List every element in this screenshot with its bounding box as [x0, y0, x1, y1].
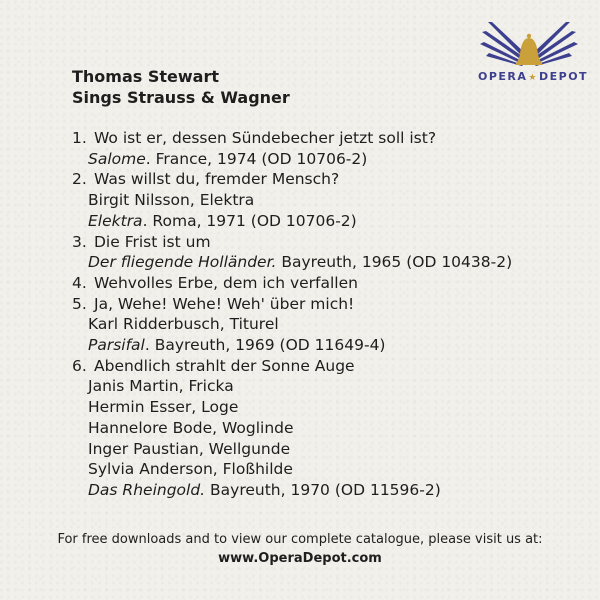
- star-icon: ★: [528, 73, 538, 83]
- opera-title: Das Rheingold.: [88, 480, 206, 499]
- track-number: 4.: [72, 273, 87, 292]
- footer: [0, 530, 600, 568]
- winged-bell-icon: [478, 18, 580, 70]
- artist-name: Thomas Stewart: [72, 67, 219, 86]
- opera-depot-logo: [478, 18, 589, 86]
- cast-line: Janis Martin, Fricka: [88, 377, 234, 396]
- track-item: [72, 232, 512, 273]
- track-title: Wo ist er, dessen Sündebecher jetzt soll ist?: [94, 129, 437, 147]
- recording-info: [72, 252, 512, 273]
- cast-line: Karl Ridderbusch, Titurel: [88, 315, 279, 334]
- opera-title: Elektra: [88, 211, 143, 230]
- cast-line: Sylvia Anderson, Floßhilde: [88, 460, 293, 479]
- website-link[interactable]: www.OperaDepot.com: [218, 551, 382, 566]
- track-number: 5.: [72, 294, 87, 313]
- track-title: Abendlich strahlt der Sonne Auge: [94, 356, 355, 375]
- track-item: [72, 128, 512, 169]
- cast-line: Hermin Esser, Loge: [88, 398, 239, 417]
- track-title: Ja, Wehe! Wehe! Weh' über mich!: [94, 294, 355, 313]
- cast-line: Inger Paustian, Wellgunde: [88, 439, 291, 458]
- track-list: [72, 128, 512, 501]
- cast-line: Birgit Nilsson, Elektra: [88, 191, 255, 210]
- recording-details: . Roma, 1971 (OD 10706-2): [142, 211, 357, 230]
- recording-info: [72, 211, 512, 232]
- track-title-line: [72, 128, 512, 149]
- track-title-line: [72, 273, 512, 294]
- album-subtitle: Sings Strauss & Wagner: [72, 88, 290, 107]
- recording-info: [72, 480, 512, 501]
- track-title-line: [72, 232, 512, 253]
- recording-details: Bayreuth, 1965 (OD 10438-2): [276, 253, 513, 272]
- recording-info: [72, 335, 512, 356]
- footer-note: For free downloads and to view our complete catalogue, please visit us at:: [57, 532, 543, 547]
- track-number: 6.: [72, 356, 87, 375]
- track-number: 1.: [72, 129, 87, 147]
- recording-details: Bayreuth, 1970 (OD 11596-2): [205, 480, 441, 499]
- track-title-line: [72, 356, 512, 377]
- track-title: Was willst du, fremder Mensch?: [94, 170, 340, 189]
- opera-title: Parsifal: [88, 336, 145, 355]
- recording-details: . France, 1974 (OD 10706-2): [145, 149, 368, 168]
- recording-info: [72, 149, 512, 170]
- track-item: [72, 294, 512, 356]
- opera-title: Salome: [88, 149, 146, 168]
- track-number: 3.: [72, 232, 87, 251]
- track-item: [72, 169, 512, 231]
- album-title: [72, 66, 290, 108]
- track-title-line: [72, 294, 512, 315]
- cast-line: Hannelore Bode, Woglinde: [88, 418, 294, 437]
- track-item: [72, 356, 512, 501]
- track-title: Wehvolles Erbe, dem ich verfallen: [94, 273, 358, 292]
- opera-title: Der fliegende Holländer.: [88, 253, 277, 272]
- logo-wordmark: OPERA★DEPOT: [478, 70, 589, 83]
- track-title-line: [72, 169, 512, 190]
- track-item: [72, 273, 512, 294]
- track-number: 2.: [72, 170, 87, 189]
- track-title: Die Frist ist um: [94, 232, 211, 251]
- recording-details: . Bayreuth, 1969 (OD 11649-4): [144, 336, 386, 355]
